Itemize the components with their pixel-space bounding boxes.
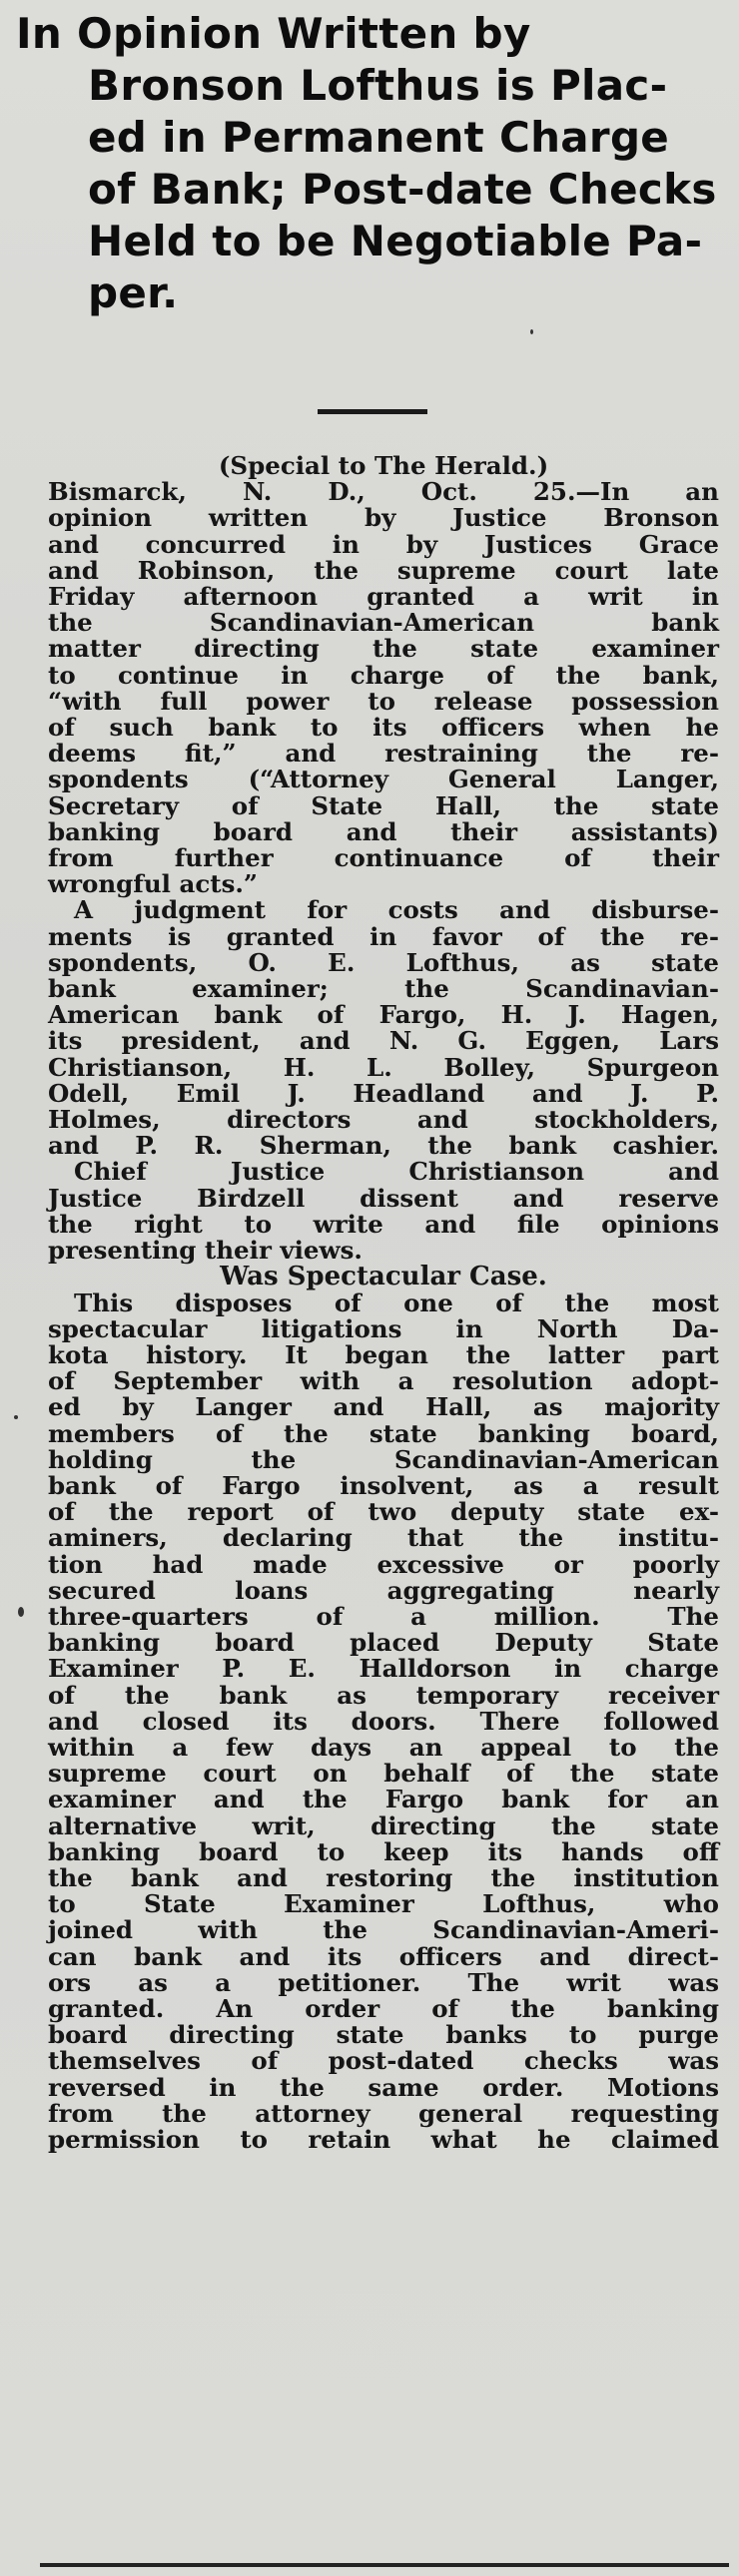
headline-line: of Bank; Post-date Checks	[88, 165, 717, 214]
body-line: banking board placed Deputy State	[48, 1628, 719, 1658]
body-line: and closed its doors. There followed	[48, 1706, 719, 1736]
body-line: permission to retain what he claimed	[48, 2125, 719, 2154]
clipping-bottom-rule	[40, 2563, 729, 2567]
body-line: granted. An order of the banking	[48, 1993, 719, 2023]
headline-line: In Opinion Written by	[16, 9, 531, 58]
body-line: American bank of Fargo, H. J. Hagen,	[48, 1000, 719, 1030]
body-line: of the bank as temporary receiver	[48, 1680, 719, 1710]
body-line: alternative writ, directing the state	[48, 1810, 719, 1840]
article-body	[48, 453, 719, 2153]
body-line: opinion written by Justice Bronson	[48, 503, 719, 533]
body-line: its president, and N. G. Eggen, Lars	[48, 1026, 719, 1056]
body-line: banking board to keep its hands off	[48, 1836, 719, 1866]
body-line: within a few days an appeal to the	[48, 1732, 719, 1762]
headline-line: ed in Permanent Charge	[88, 113, 670, 162]
body-line: members of the state banking board,	[48, 1418, 719, 1448]
print-speck	[14, 1415, 18, 1419]
body-line: Odell, Emil J. Headland and J. P.	[48, 1078, 719, 1108]
print-speck	[530, 329, 533, 334]
body-line: the right to write and file opinions	[48, 1209, 719, 1239]
body-line: kota history. It began the latter part	[48, 1339, 719, 1369]
body-line: spondents (“Attorney General Langer,	[48, 765, 719, 794]
body-line: ments is granted in favor of the re-	[48, 921, 719, 951]
body-line: and P. R. Sherman, the bank cashier.	[48, 1131, 719, 1161]
body-line: Friday afternoon granted a writ in	[48, 582, 719, 612]
dateline-credit: (Special to The Herald.)	[218, 451, 549, 480]
body-line: spectacular litigations in North Da-	[48, 1313, 719, 1343]
body-line: of such bank to its officers when he	[48, 713, 719, 743]
body-line: Examiner P. E. Halldorson in charge	[48, 1654, 719, 1684]
headline-line: Held to be Negotiable Pa-	[88, 217, 703, 265]
article-headline	[16, 8, 728, 319]
body-line: Secretary of State Hall, the state	[48, 790, 719, 820]
body-line: and Robinson, the supreme court late	[48, 555, 719, 585]
body-line: deems fit,” and restraining the re-	[48, 739, 719, 769]
body-line: Bismarck, N. D., Oct. 25.—In an	[48, 477, 719, 507]
body-line: secured loans aggregating nearly	[48, 1575, 719, 1605]
body-line: ed by Langer and Hall, as majority	[48, 1392, 719, 1422]
body-line: Christianson, H. L. Bolley, Spurgeon	[48, 1052, 719, 1082]
body-line: Chief Justice Christianson and	[74, 1157, 719, 1187]
body-line: themselves of post-dated checks was	[48, 2046, 719, 2076]
body-line: Holmes, directors and stockholders,	[48, 1105, 719, 1135]
body-line: “with full power to release possession	[48, 686, 719, 716]
headline-line: per.	[88, 268, 179, 317]
body-line: tion had made excessive or poorly	[48, 1549, 719, 1579]
body-line: reversed in the same order. Motions	[48, 2072, 719, 2102]
body-line: holding the Scandinavian-American	[48, 1444, 719, 1474]
body-line: supreme court on behalf of the state	[48, 1759, 719, 1789]
body-line: wrongful acts.”	[48, 869, 258, 899]
body-line: board directing state banks to purge	[48, 2020, 719, 2050]
body-line: matter directing the state examiner	[48, 634, 719, 664]
headline-divider	[318, 409, 427, 414]
print-speck	[18, 1607, 24, 1617]
body-line: presenting their views.	[48, 1236, 363, 1266]
body-line: bank examiner; the Scandinavian-	[48, 974, 719, 1004]
body-line: ors as a petitioner. The writ was	[48, 1967, 719, 1997]
body-line: to State Examiner Lofthus, who	[48, 1889, 719, 1919]
body-line: from further continuance of their	[48, 843, 719, 873]
body-line: can bank and its officers and direct-	[48, 1941, 719, 1971]
body-line: joined with the Scandinavian-Ameri-	[48, 1915, 719, 1945]
body-line: of the report of two deputy state ex-	[48, 1497, 719, 1527]
body-line: aminers, declaring that the institu-	[48, 1523, 719, 1553]
body-line: Justice Birdzell dissent and reserve	[48, 1183, 719, 1213]
body-line: bank of Fargo insolvent, as a result	[48, 1470, 719, 1500]
body-line: examiner and the Fargo bank for an	[48, 1785, 719, 1814]
body-line: This disposes of one of the most	[74, 1288, 719, 1317]
body-line: to continue in charge of the bank,	[48, 660, 719, 690]
body-line: the Scandinavian-American bank	[48, 608, 719, 638]
body-line: three-quarters of a million. The	[48, 1601, 719, 1631]
body-line: banking board and their assistants)	[48, 816, 719, 846]
body-line: and concurred in by Justices Grace	[48, 529, 719, 559]
section-subhead: Was Spectacular Case.	[220, 1262, 547, 1292]
body-line: A judgment for costs and disburse-	[74, 895, 719, 925]
headline-line: Bronson Lofthus is Plac-	[88, 61, 668, 110]
body-line: of September with a resolution adopt-	[48, 1366, 719, 1396]
body-line: from the attorney general requesting	[48, 2098, 719, 2128]
body-line: spondents, O. E. Lofthus, as state	[48, 947, 719, 977]
body-line: the bank and restoring the institution	[48, 1862, 719, 1892]
